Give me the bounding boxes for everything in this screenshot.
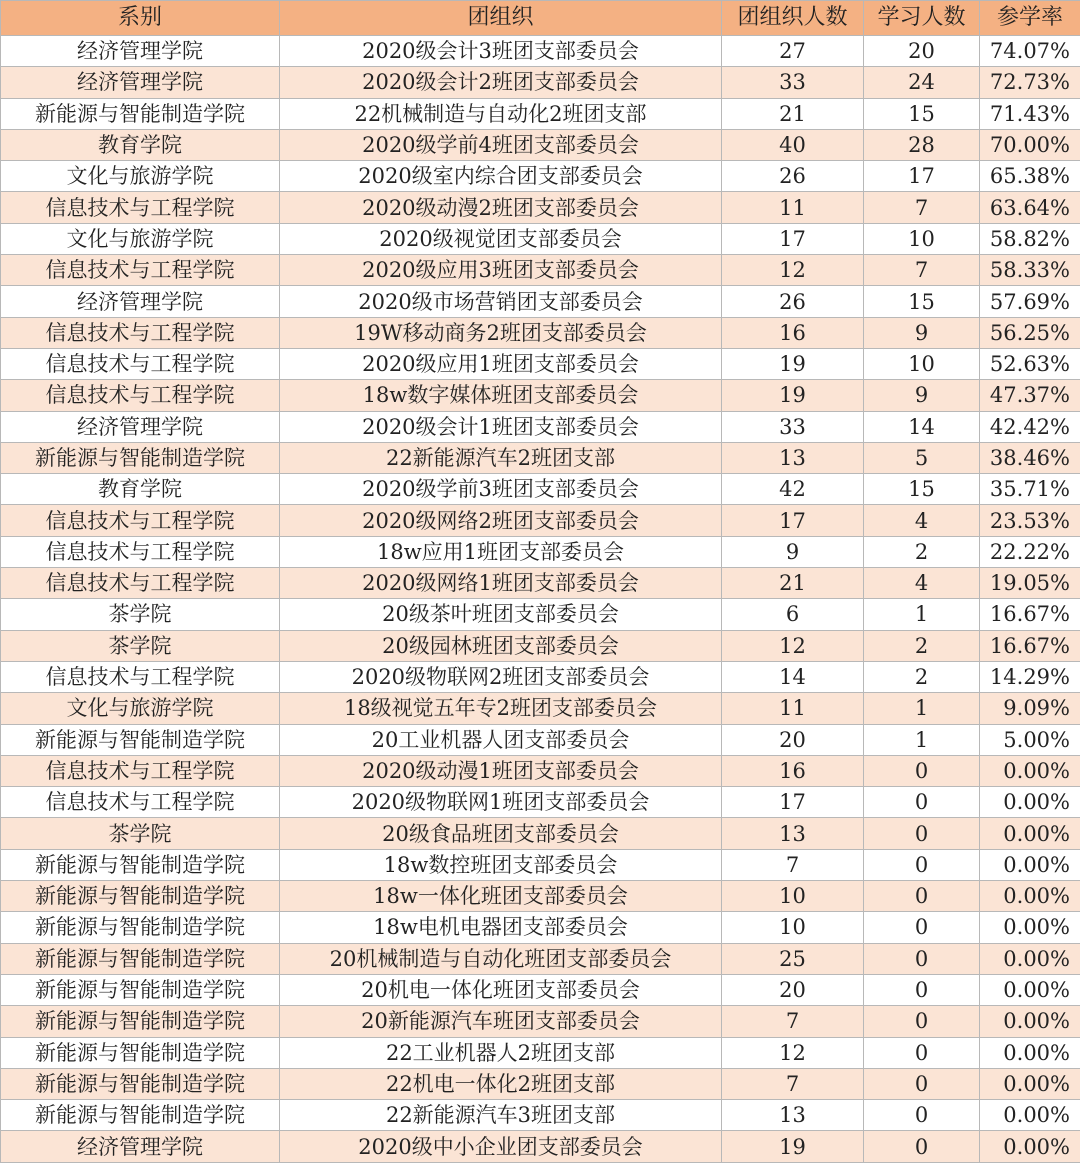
department-cell: 新能源与智能制造学院 (1, 1100, 280, 1131)
learner-count-cell: 1 (864, 724, 980, 755)
department-cell: 新能源与智能制造学院 (1, 849, 280, 880)
department-cell: 新能源与智能制造学院 (1, 1068, 280, 1099)
organization-cell: 2020级中小企业团支部委员会 (280, 1131, 722, 1162)
member-count-cell: 25 (722, 943, 864, 974)
learner-count-cell: 0 (864, 881, 980, 912)
learner-count-cell: 20 (864, 36, 980, 67)
member-count-cell: 16 (722, 755, 864, 786)
organization-cell: 2020级动漫2班团支部委员会 (280, 192, 722, 223)
organization-cell: 20机电一体化班团支部委员会 (280, 974, 722, 1005)
organization-cell: 2020级动漫1班团支部委员会 (280, 755, 722, 786)
member-count-cell: 19 (722, 348, 864, 379)
organization-cell: 20新能源汽车班团支部委员会 (280, 1006, 722, 1037)
learner-count-cell: 0 (864, 1100, 980, 1131)
table-row (1, 1131, 1080, 1162)
participation-rate-cell: 16.67% (980, 599, 1080, 630)
member-count-cell: 9 (722, 536, 864, 567)
participation-rate-cell: 23.53% (980, 505, 1080, 536)
organization-cell: 18w数字媒体班团支部委员会 (280, 380, 722, 411)
participation-rate-cell: 70.00% (980, 129, 1080, 160)
table-row (1, 943, 1080, 974)
organization-cell: 18w数控班团支部委员会 (280, 849, 722, 880)
department-cell: 新能源与智能制造学院 (1, 881, 280, 912)
department-cell: 文化与旅游学院 (1, 223, 280, 254)
organization-cell: 20级茶叶班团支部委员会 (280, 599, 722, 630)
member-count-cell: 21 (722, 568, 864, 599)
learner-count-cell: 0 (864, 1037, 980, 1068)
organization-cell: 18w应用1班团支部委员会 (280, 536, 722, 567)
department-cell: 新能源与智能制造学院 (1, 1006, 280, 1037)
table-row (1, 255, 1080, 286)
learner-count-cell: 0 (864, 849, 980, 880)
participation-rate-cell: 38.46% (980, 442, 1080, 473)
participation-rate-cell: 0.00% (980, 943, 1080, 974)
participation-rate-cell: 47.37% (980, 380, 1080, 411)
learner-count-cell: 15 (864, 474, 980, 505)
table-row (1, 849, 1080, 880)
member-count-cell: 10 (722, 912, 864, 943)
participation-rate-cell: 9.09% (980, 693, 1080, 724)
organization-cell: 18w一体化班团支部委员会 (280, 881, 722, 912)
participation-rate-cell: 0.00% (980, 1068, 1080, 1099)
organization-cell: 2020级视觉团支部委员会 (280, 223, 722, 254)
organization-cell: 18级视觉五年专2班团支部委员会 (280, 693, 722, 724)
table-row (1, 1068, 1080, 1099)
table-row (1, 755, 1080, 786)
organization-cell: 2020级市场营销团支部委员会 (280, 286, 722, 317)
department-cell: 信息技术与工程学院 (1, 192, 280, 223)
learner-count-cell: 14 (864, 411, 980, 442)
organization-cell: 2020级应用1班团支部委员会 (280, 348, 722, 379)
learner-count-cell: 0 (864, 943, 980, 974)
department-cell: 新能源与智能制造学院 (1, 442, 280, 473)
table-row (1, 129, 1080, 160)
participation-rate-cell: 0.00% (980, 1037, 1080, 1068)
member-count-cell: 13 (722, 1100, 864, 1131)
department-cell: 信息技术与工程学院 (1, 380, 280, 411)
organization-cell: 2020级会计1班团支部委员会 (280, 411, 722, 442)
header-member-count: 团组织人数 (722, 1, 864, 36)
participation-rate-cell: 14.29% (980, 661, 1080, 692)
participation-rate-cell: 0.00% (980, 881, 1080, 912)
table-row (1, 317, 1080, 348)
participation-rate-cell: 0.00% (980, 912, 1080, 943)
department-cell: 教育学院 (1, 474, 280, 505)
department-cell: 信息技术与工程学院 (1, 787, 280, 818)
member-count-cell: 11 (722, 192, 864, 223)
member-count-cell: 17 (722, 505, 864, 536)
member-count-cell: 10 (722, 881, 864, 912)
learner-count-cell: 0 (864, 974, 980, 1005)
learner-count-cell: 0 (864, 1131, 980, 1162)
learner-count-cell: 15 (864, 286, 980, 317)
department-cell: 新能源与智能制造学院 (1, 724, 280, 755)
table-row (1, 693, 1080, 724)
learner-count-cell: 7 (864, 192, 980, 223)
table-row (1, 286, 1080, 317)
member-count-cell: 33 (722, 67, 864, 98)
member-count-cell: 26 (722, 161, 864, 192)
organization-cell: 20机械制造与自动化班团支部委员会 (280, 943, 722, 974)
department-cell: 茶学院 (1, 599, 280, 630)
header-learner-count: 学习人数 (864, 1, 980, 36)
learner-count-cell: 1 (864, 693, 980, 724)
table-row (1, 505, 1080, 536)
participation-rate-cell: 74.07% (980, 36, 1080, 67)
learner-count-cell: 0 (864, 912, 980, 943)
department-cell: 茶学院 (1, 630, 280, 661)
table-row (1, 98, 1080, 129)
participation-rate-cell: 58.82% (980, 223, 1080, 254)
organization-cell: 20级园林班团支部委员会 (280, 630, 722, 661)
table-body (1, 36, 1080, 1163)
header-row (1, 1, 1080, 36)
member-count-cell: 27 (722, 36, 864, 67)
participation-rate-cell: 52.63% (980, 348, 1080, 379)
table-row (1, 411, 1080, 442)
learner-count-cell: 9 (864, 317, 980, 348)
learner-count-cell: 28 (864, 129, 980, 160)
organization-cell: 2020级物联网2班团支部委员会 (280, 661, 722, 692)
member-count-cell: 20 (722, 724, 864, 755)
member-count-cell: 19 (722, 380, 864, 411)
learner-count-cell: 2 (864, 661, 980, 692)
participation-rate-cell: 72.73% (980, 67, 1080, 98)
organization-cell: 22机械制造与自动化2班团支部 (280, 98, 722, 129)
table-row (1, 36, 1080, 67)
organization-cell: 22新能源汽车3班团支部 (280, 1100, 722, 1131)
header-organization: 团组织 (280, 1, 722, 36)
table-row (1, 442, 1080, 473)
department-cell: 经济管理学院 (1, 411, 280, 442)
department-cell: 信息技术与工程学院 (1, 348, 280, 379)
table-row (1, 1037, 1080, 1068)
department-cell: 新能源与智能制造学院 (1, 98, 280, 129)
participation-rate-cell: 19.05% (980, 568, 1080, 599)
department-cell: 经济管理学院 (1, 67, 280, 98)
learner-count-cell: 0 (864, 1006, 980, 1037)
member-count-cell: 42 (722, 474, 864, 505)
learner-count-cell: 0 (864, 818, 980, 849)
learner-count-cell: 4 (864, 505, 980, 536)
table-row (1, 974, 1080, 1005)
table-row (1, 630, 1080, 661)
organization-cell: 2020级应用3班团支部委员会 (280, 255, 722, 286)
organization-cell: 22新能源汽车2班团支部 (280, 442, 722, 473)
participation-rate-cell: 0.00% (980, 974, 1080, 1005)
organization-cell: 2020级物联网1班团支部委员会 (280, 787, 722, 818)
table-row (1, 348, 1080, 379)
member-count-cell: 40 (722, 129, 864, 160)
member-count-cell: 17 (722, 223, 864, 254)
member-count-cell: 12 (722, 255, 864, 286)
organization-cell: 19W移动商务2班团支部委员会 (280, 317, 722, 348)
participation-rate-cell: 65.38% (980, 161, 1080, 192)
table-row (1, 724, 1080, 755)
member-count-cell: 33 (722, 411, 864, 442)
organization-cell: 2020级会计2班团支部委员会 (280, 67, 722, 98)
participation-rate-cell: 71.43% (980, 98, 1080, 129)
member-count-cell: 19 (722, 1131, 864, 1162)
member-count-cell: 11 (722, 693, 864, 724)
department-cell: 新能源与智能制造学院 (1, 943, 280, 974)
table-row (1, 599, 1080, 630)
table-row (1, 161, 1080, 192)
table-row (1, 881, 1080, 912)
learner-count-cell: 0 (864, 1068, 980, 1099)
department-cell: 新能源与智能制造学院 (1, 912, 280, 943)
organization-cell: 2020级网络1班团支部委员会 (280, 568, 722, 599)
table-row (1, 912, 1080, 943)
department-cell: 经济管理学院 (1, 1131, 280, 1162)
participation-rate-cell: 0.00% (980, 1006, 1080, 1037)
member-count-cell: 13 (722, 442, 864, 473)
member-count-cell: 14 (722, 661, 864, 692)
learner-count-cell: 17 (864, 161, 980, 192)
learner-count-cell: 7 (864, 255, 980, 286)
organization-cell: 20级食品班团支部委员会 (280, 818, 722, 849)
participation-rate-cell: 5.00% (980, 724, 1080, 755)
participation-rate-cell: 0.00% (980, 787, 1080, 818)
organization-cell: 2020级网络2班团支部委员会 (280, 505, 722, 536)
learner-count-cell: 4 (864, 568, 980, 599)
member-count-cell: 6 (722, 599, 864, 630)
organization-cell: 2020级会计3班团支部委员会 (280, 36, 722, 67)
table-row (1, 1100, 1080, 1131)
department-cell: 教育学院 (1, 129, 280, 160)
department-cell: 经济管理学院 (1, 36, 280, 67)
member-count-cell: 7 (722, 849, 864, 880)
learner-count-cell: 24 (864, 67, 980, 98)
organization-cell: 2020级室内综合团支部委员会 (280, 161, 722, 192)
participation-rate-cell: 42.42% (980, 411, 1080, 442)
learner-count-cell: 1 (864, 599, 980, 630)
learner-count-cell: 0 (864, 755, 980, 786)
member-count-cell: 13 (722, 818, 864, 849)
table-row (1, 474, 1080, 505)
organization-cell: 22工业机器人2班团支部 (280, 1037, 722, 1068)
participation-rate-cell: 22.22% (980, 536, 1080, 567)
participation-rate-cell: 58.33% (980, 255, 1080, 286)
learner-count-cell: 5 (864, 442, 980, 473)
header-department: 系别 (1, 1, 280, 36)
table-row (1, 568, 1080, 599)
participation-rate-cell: 0.00% (980, 1100, 1080, 1131)
department-cell: 信息技术与工程学院 (1, 255, 280, 286)
participation-rate-cell: 35.71% (980, 474, 1080, 505)
organization-cell: 18w电机电器团支部委员会 (280, 912, 722, 943)
header-participation-rate: 参学率 (980, 1, 1080, 36)
learner-count-cell: 2 (864, 630, 980, 661)
learner-count-cell: 15 (864, 98, 980, 129)
participation-rate-cell: 0.00% (980, 818, 1080, 849)
member-count-cell: 17 (722, 787, 864, 818)
member-count-cell: 26 (722, 286, 864, 317)
table-row (1, 223, 1080, 254)
table-row (1, 661, 1080, 692)
table-row (1, 67, 1080, 98)
member-count-cell: 20 (722, 974, 864, 1005)
department-cell: 信息技术与工程学院 (1, 568, 280, 599)
table-row (1, 818, 1080, 849)
learner-count-cell: 2 (864, 536, 980, 567)
organization-cell: 20工业机器人团支部委员会 (280, 724, 722, 755)
learner-count-cell: 9 (864, 380, 980, 411)
department-cell: 经济管理学院 (1, 286, 280, 317)
participation-rate-cell: 0.00% (980, 1131, 1080, 1162)
participation-rate-cell: 56.25% (980, 317, 1080, 348)
organization-cell: 2020级学前3班团支部委员会 (280, 474, 722, 505)
department-cell: 信息技术与工程学院 (1, 755, 280, 786)
member-count-cell: 7 (722, 1006, 864, 1037)
participation-rate-cell: 16.67% (980, 630, 1080, 661)
table-row (1, 380, 1080, 411)
member-count-cell: 7 (722, 1068, 864, 1099)
department-cell: 信息技术与工程学院 (1, 317, 280, 348)
table-row (1, 536, 1080, 567)
learner-count-cell: 0 (864, 787, 980, 818)
department-cell: 新能源与智能制造学院 (1, 1037, 280, 1068)
participation-rate-cell: 63.64% (980, 192, 1080, 223)
department-cell: 信息技术与工程学院 (1, 536, 280, 567)
participation-rate-cell: 0.00% (980, 755, 1080, 786)
participation-rate-cell: 57.69% (980, 286, 1080, 317)
department-cell: 文化与旅游学院 (1, 693, 280, 724)
participation-rate-cell: 0.00% (980, 849, 1080, 880)
member-count-cell: 12 (722, 1037, 864, 1068)
table-row (1, 192, 1080, 223)
member-count-cell: 12 (722, 630, 864, 661)
department-cell: 信息技术与工程学院 (1, 661, 280, 692)
table-row (1, 787, 1080, 818)
department-cell: 文化与旅游学院 (1, 161, 280, 192)
organization-cell: 2020级学前4班团支部委员会 (280, 129, 722, 160)
learner-count-cell: 10 (864, 223, 980, 254)
member-count-cell: 16 (722, 317, 864, 348)
member-count-cell: 21 (722, 98, 864, 129)
department-cell: 信息技术与工程学院 (1, 505, 280, 536)
department-cell: 茶学院 (1, 818, 280, 849)
learner-count-cell: 10 (864, 348, 980, 379)
department-cell: 新能源与智能制造学院 (1, 974, 280, 1005)
organization-cell: 22机电一体化2班团支部 (280, 1068, 722, 1099)
table-row (1, 1006, 1080, 1037)
